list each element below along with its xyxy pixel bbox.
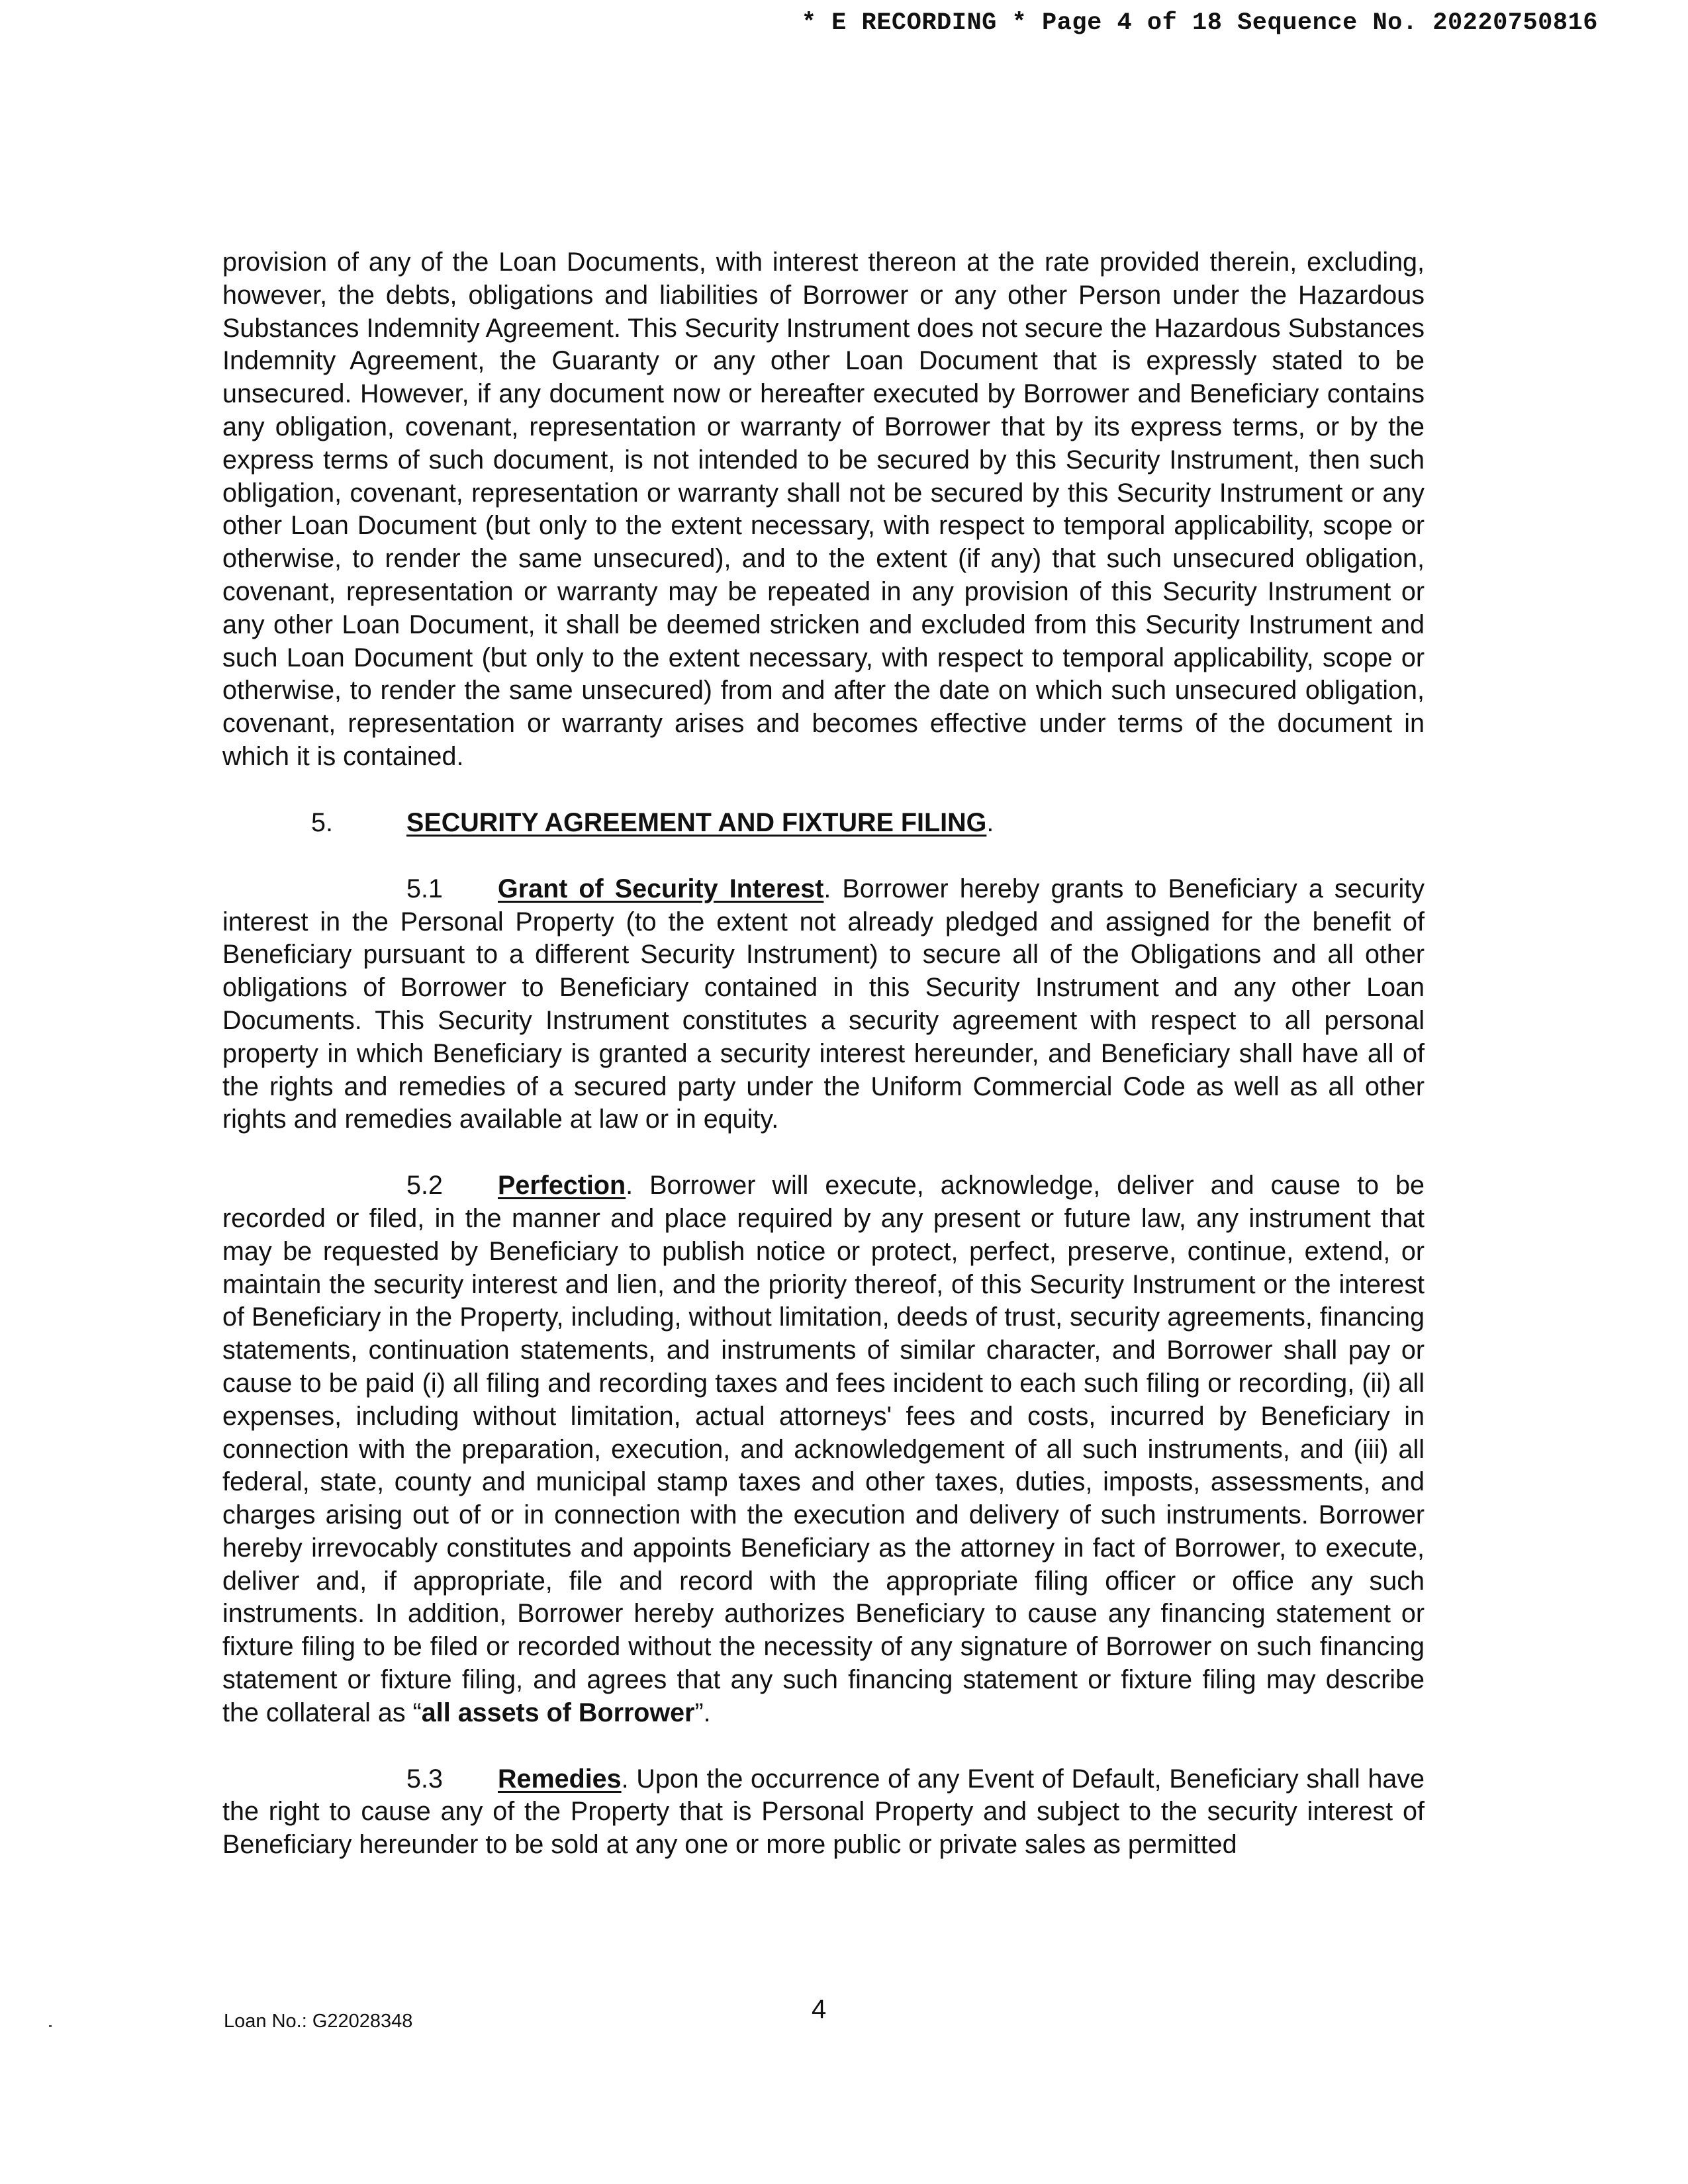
subsection-5-3 [222,1763,1425,1862]
document-body [222,246,1425,1862]
subsection-5-1 [222,873,1425,1136]
subsection-text: . Borrower hereby grants to Beneficiary a security interest in the Personal Property (to the extent not already pledged and assigned for the benefit of Beneficiary pursuant to a different Security Instrument) to secure all of the Obligations and all other obligations of Borrower to Beneficiary contained in this Security Instrument and any other Loan Documents. This Security Instrument constitutes a security agreement with respect to all personal property in which Beneficiary is granted a security interest hereunder, and Beneficiary shall have all of the rights and remedies of a secured party under the Uniform Commercial Code as well as all other rights and remedies available at law or in equity. [222,874,1425,1134]
subsection-number: 5.2 [406,1171,443,1201]
recording-stamp-header: * E RECORDING * Page 4 of 18 Sequence No. 20220750816 [801,9,1598,37]
subsection-title: Grant of Security Interest [498,874,824,903]
subsection-number: 5.3 [406,1764,443,1794]
continuation-paragraph: provision of any of the Loan Documents, with interest thereon at the rate provided therein, excluding, however, the debts, obligations and liabilities of Borrower or any other Person under the Hazardous Substances Indemnity Agreement. This Security Instrument does not secure the Hazardous Substances Indemnity Agreement, the Guaranty or any other Loan Document that is expressly stated to be unsecured. However, if any document now or hereafter executed by Borrower and Beneficiary contains any obligation, covenant, representation or warranty of Borrower that by its express terms, or by the express terms of such document, is not intended to be secured by this Security Instrument, then such obligation, covenant, representation or warranty shall not be secured by this Security Instrument or any other Loan Document (but only to the extent necessary, with respect to temporal applicability, scope or otherwise, to render the same unsecured), and to the extent (if any) that such unsecured obligation, covenant, representation or warranty may be repeated in any provision of this Security Instrument or any other Loan Document, it shall be deemed stricken and excluded from this Security Instrument and such Loan Document (but only to the extent necessary, with respect to temporal applicability, scope or otherwise, to render the same unsecured) from and after the date on which such unsecured obligation, covenant, representation or warranty arises and becomes effective under terms of the document in which it is contained. [222,248,1425,771]
section-title-suffix: . [986,807,994,837]
subsection-5-2 [222,1169,1425,1730]
subsection-title: Remedies [498,1764,622,1794]
section-title-wrap [406,807,994,840]
subsection-text-tail: ”. [694,1698,711,1727]
section-number: 5. [311,807,333,837]
subsection-title: Perfection [498,1171,626,1201]
section-5-heading [222,807,1425,840]
subsection-text: . Upon the occurrence of any Event of Default, Beneficiary shall have the right to cause any of the Property that is Personal Property and subject to the security interest of Beneficiary hereunder to be sold at any one or more public or private sales as permitted [222,1764,1425,1860]
page-number: 4 [812,1995,827,2024]
scan-speck [49,2025,52,2027]
section-title: SECURITY AGREEMENT AND FIXTURE FILING [406,807,987,837]
subsection-text: . Borrower will execute, acknowledge, deliver and cause to be recorded or filed, in the manner and place required by any present or future law, any instrument that may be requested by Beneficiary to publish notice or protect, perfect, preserve, continue, extend, or maintain the security interest and lien, and the priority thereof, of this Security Instrument or the interest of Beneficiary in the Property, including, without limitation, deeds of trust, security agreements, financing statements, continuation statements, and instruments of similar character, and Borrower shall pay or cause to be paid (i) all filing and recording taxes and fees incident to each such filing or recording, (ii) all expenses, including without limitation, actual attorneys' fees and costs, incurred by Beneficiary in connection with the preparation, execution, and acknowledgement of all such instruments, and (iii) all federal, state, county and municipal stamp taxes and other taxes, duties, imposts, assessments, and charges arising out of or in connection with the execution and delivery of such instruments. Borrower hereby irrevocably constitutes and appoints Beneficiary as the attorney in fact of Borrower, to execute, deliver and, if appropriate, file and record with the appropriate filing officer or office any such instruments. In addition, Borrower hereby authorizes Beneficiary to cause any financing statement or fixture filing to be filed or recorded without the necessity of any signature of Borrower on such financing statement or fixture filing, and agrees that any such financing statement or fixture filing may describe the collateral as “ [222,1171,1425,1727]
subsection-number: 5.1 [406,874,443,903]
loan-number: Loan No.: G22028348 [224,2011,413,2032]
collateral-phrase: all assets of Borrower [421,1698,695,1727]
